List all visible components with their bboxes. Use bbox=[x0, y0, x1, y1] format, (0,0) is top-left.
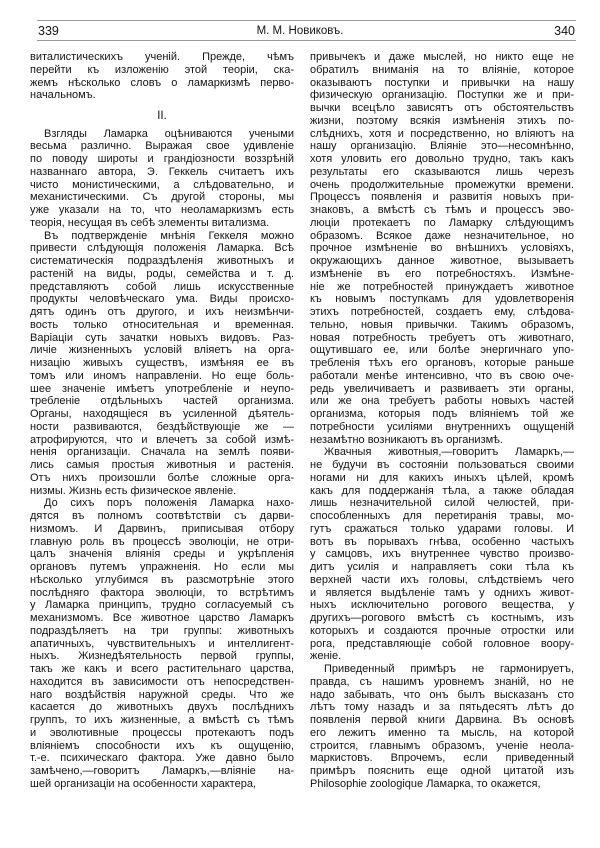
header-top-rule bbox=[37, 20, 576, 21]
text-line: растеній на виды, роды, семейства и т. д. bbox=[30, 267, 294, 280]
text-line: надо забывать, что онъ былъ высказанъ сто bbox=[310, 688, 574, 701]
text-line: очень продолжительные промежутки времени. bbox=[310, 178, 574, 191]
text-line: требленія тѣхъ его органовъ, которые раньше bbox=[310, 357, 574, 369]
text-line: представляютъ собой лишь искусственные bbox=[30, 280, 294, 293]
text-line: лишь незначительной силой челюстей, при- bbox=[310, 497, 574, 510]
text-line: наго воздѣйствія наружной среды. Что же bbox=[30, 688, 294, 701]
text-line: Отъ нихъ произошли болѣе сложные орга- bbox=[30, 471, 294, 484]
paragraph bbox=[30, 128, 294, 230]
text-line: Органы, находящіеся въ усиленной дѣятель- bbox=[30, 408, 294, 420]
text-line: дятъ одинъ отъ другого, и ихъ неизмѣнчи- bbox=[30, 306, 294, 318]
text-line: низацію живыхъ существъ, измѣняя ее въ bbox=[30, 357, 294, 369]
text-line: начальномъ. bbox=[30, 89, 96, 102]
text-line: Жвачныя животныя,—говоритъ Ламаркъ,— bbox=[324, 446, 574, 459]
text-line: продукты человѣческаго ума. Виды происхо- bbox=[30, 293, 294, 306]
text-line: слѣднихъ, хотя и посредственно, но вліяютъ на bbox=[310, 127, 574, 140]
text-line: ногами ни для какихъ иныхъ цѣлей, кромѣ bbox=[310, 471, 574, 484]
text-line: группъ, то ихъ жизненные, а вмѣстѣ съ тѣмъ bbox=[30, 714, 294, 726]
text-line: жемъ нѣсколько словъ о ламаркизмѣ перво- bbox=[30, 76, 294, 89]
text-line: тельно, новыя привычки. Такимъ образомъ, bbox=[310, 318, 574, 331]
text-line: редь увеличиваетъ и развиваетъ эти органы, bbox=[310, 382, 574, 395]
text-line: другихъ—рогового вмѣстѣ съ костнымъ, изъ bbox=[310, 612, 574, 624]
text-line: ощутившаго ее, или болѣе энергичнаго упо- bbox=[310, 344, 574, 357]
text-line: люціи протекаетъ по Ламарку слѣдующимъ bbox=[310, 216, 574, 229]
paragraph bbox=[310, 446, 574, 663]
paragraph bbox=[310, 51, 574, 446]
text-line: механистическими. Съ другой стороны, мы bbox=[30, 191, 294, 204]
header-bottom-rule bbox=[37, 40, 576, 41]
text-line: примѣръ пояснить еще одной цитатой изъ bbox=[310, 765, 574, 777]
text-line: перейти къ изложенію этой теоріи, ска- bbox=[30, 63, 294, 76]
text-line: физическую организацію. Поступки же и при- bbox=[310, 89, 574, 102]
text-line: личіе жизненныхъ условій вліяетъ на орга- bbox=[30, 344, 294, 357]
paragraph bbox=[30, 497, 294, 790]
paragraph bbox=[30, 51, 294, 102]
text-line: способленныхъ для перетиранія травы, мо- bbox=[310, 510, 574, 522]
text-line: цалъ значенія вліянія среды и укрѣпленія bbox=[30, 548, 294, 561]
section-heading: II. bbox=[157, 110, 167, 122]
text-line: знаковъ, а вмѣстѣ съ тѣмъ и процессъ эво- bbox=[310, 204, 574, 216]
text-line: новая потребность требуетъ отъ животнаго, bbox=[310, 331, 574, 344]
text-line: чисто монистическими, а слѣдовательно, и bbox=[30, 178, 294, 191]
text-line: т.-е. психическаго фактора. Уже давно было bbox=[30, 752, 294, 765]
text-line: оказываютъ поступки и привычки на нашу bbox=[310, 76, 574, 89]
text-line: замѣчено,—говоритъ Ламаркъ,—вліяніе на- bbox=[30, 765, 294, 777]
text-line: Приведенный примѣръ не гармонируетъ, bbox=[324, 663, 574, 675]
text-line: шее значеніе имѣетъ употребленіе и неупо- bbox=[30, 382, 294, 395]
left-column bbox=[30, 51, 294, 791]
text-line: образомъ. Всякое даже незначительное, но bbox=[310, 229, 574, 242]
text-line: гутъ сражаться только ударами головы. И bbox=[310, 522, 574, 535]
text-line: привычекъ и даже мыслей, но никто еще не bbox=[310, 51, 574, 63]
text-line: названнаго автора, Э. Геккель считаетъ ихъ bbox=[30, 165, 294, 178]
text-line: атрофируются, что и влечетъ за собой измѣ- bbox=[30, 433, 294, 446]
text-line: привести слѣдующія положенія Ламарка. Всѣ bbox=[30, 242, 294, 255]
text-line: ности развиваются, бездѣйствующіе же — bbox=[30, 420, 294, 433]
text-line: и эволютивные процессы протекаютъ подъ bbox=[30, 726, 294, 739]
text-line: низмы. Жизнь есть физическое явленіе. bbox=[30, 484, 237, 497]
text-line: находится въ зависимости отъ непосредствен- bbox=[30, 675, 294, 688]
text-line: систематическія подраздѣленія животныхъ и bbox=[30, 255, 294, 267]
text-line: уже указали на то, что неоламаркизмъ есть bbox=[30, 204, 294, 216]
text-line: его лежитъ именно та мысль, на которой bbox=[310, 726, 574, 739]
text-line: этихъ потребностей, создаетъ ему, слѣдова- bbox=[310, 306, 574, 318]
page-number-left: 339 bbox=[38, 24, 59, 38]
text-line: механизмомъ. Все животное царство Ламаркъ bbox=[30, 612, 294, 624]
text-line: требленіе отдѣльныхъ частей организма. bbox=[30, 395, 294, 408]
text-line: по поводу широты и грандіозности воззрѣній bbox=[30, 153, 294, 165]
text-line: ныхъ исключительно рогового вещества, у bbox=[310, 599, 574, 612]
text-line: или же она требуетъ работы новыхъ частей bbox=[310, 395, 574, 408]
paragraph bbox=[30, 230, 294, 498]
text-line: лись самыя простыя животныя и растенія. bbox=[30, 459, 294, 471]
text-line: работали менѣе интенсивно, что въ свою оче- bbox=[310, 369, 574, 382]
text-line: какъ для поддержанія тѣла, а также обладая bbox=[310, 484, 574, 497]
text-line: и является выдѣленіе тамъ у однихъ живот- bbox=[310, 586, 574, 599]
text-line: вычки всецѣло зависятъ отъ обстоятельствъ bbox=[310, 102, 574, 114]
text-line: нѣсколько углубимся въ разсмотрѣніе этого bbox=[30, 573, 294, 586]
text-line: окружающихъ данное животное, вызываетъ bbox=[310, 255, 574, 267]
text-line: появленія первой книги Дарвина. Въ основѣ bbox=[310, 714, 574, 726]
text-line: вость только относительная и временная. bbox=[30, 318, 294, 331]
text-line: строится, главнымъ образомъ, ученіе неола- bbox=[310, 739, 574, 752]
text-line: такъ же какъ и всего растительнаго царства, bbox=[30, 663, 294, 675]
text-line: дятся въ полномъ соотвѣтствіи съ дарви- bbox=[30, 510, 294, 522]
text-line: Процессъ появленія и развитія новыхъ при- bbox=[310, 191, 574, 204]
text-line: ненія организаціи. Сначала на землѣ появи- bbox=[30, 446, 294, 459]
text-line: ныхъ. Жизнедѣятельность первой группы, bbox=[30, 650, 294, 663]
text-line: лѣтъ тому назадъ и за пятьдесятъ лѣтъ до bbox=[310, 701, 574, 714]
text-line: верхней части ихъ головы, слѣдствіемъ чего bbox=[310, 573, 574, 586]
text-line: вотъ въ порывахъ гнѣва, особенно частыхъ bbox=[310, 535, 574, 548]
text-line: прочное измѣненіе во внѣшнихъ условіяхъ, bbox=[310, 242, 574, 255]
text-line: органовъ путемъ упражненія. Но если мы bbox=[30, 561, 294, 573]
text-line: жизни, поэтому всякія измѣненія этихъ по- bbox=[310, 114, 574, 127]
text-line: организма, которыя подъ вліяніемъ той же bbox=[310, 408, 574, 420]
text-line: До сихъ поръ положенія Ламарка нахо- bbox=[44, 497, 294, 510]
text-line: не будучи въ состояніи пользоваться своими bbox=[310, 459, 574, 471]
text-line: потребности усиліями внутреннихъ ощущеній bbox=[310, 420, 574, 433]
text-line: рога, представляющіе собой головное воору- bbox=[310, 637, 574, 650]
running-title: М. М. Новиковъ. bbox=[256, 25, 344, 37]
text-line: Взгляды Ламарка оцѣниваются учеными bbox=[44, 127, 294, 140]
page-number-right: 340 bbox=[554, 24, 575, 38]
text-line: Въ подтвержденіе мнѣнія Геккеля можно bbox=[44, 229, 294, 242]
text-line: у Ламарка принципъ, трудно согласуемый съ bbox=[30, 599, 294, 612]
text-line: измѣненіе въ его потребностяхъ. Измѣне- bbox=[310, 267, 574, 280]
text-line: виталистическихъ ученій. Прежде, чѣмъ bbox=[30, 51, 294, 63]
text-line: женіе. bbox=[310, 650, 342, 663]
text-line: касается до животныхъ двухъ послѣднихъ bbox=[30, 701, 294, 714]
right-column bbox=[310, 51, 574, 791]
text-line: апатичныхъ, чувствительныхъ и интеллигент- bbox=[30, 637, 294, 650]
text-line: правда, съ нашимъ уровнемъ знаній, но не bbox=[310, 675, 574, 688]
text-line: обратилъ вниманія на то вліяніе, которое bbox=[310, 63, 574, 76]
text-line: къ новымъ поступкамъ для удовлетворенія bbox=[310, 293, 574, 306]
text-line: низмомъ. И Дарвинъ, приписывая отбору bbox=[30, 522, 294, 535]
text-line: теорія, несущая въ себѣ элементы витализма. bbox=[30, 216, 270, 229]
text-line: Варіаціи суть зачатки новыхъ видовъ. Раз- bbox=[30, 331, 294, 344]
text-line: томъ или иномъ направленіи. Но еще боль- bbox=[30, 369, 294, 382]
text-line: шей организаціи на особенности характера, bbox=[30, 777, 256, 790]
text-line: незамѣтно возникаютъ въ организмѣ. bbox=[310, 433, 503, 446]
text-line: послѣдняго фактора эволюціи, то встрѣтимъ bbox=[30, 586, 294, 599]
text-line: весьма различно. Выражая свое удивленіе bbox=[30, 140, 294, 153]
text-line: маркистовъ. Впрочемъ, если приведенный bbox=[310, 752, 574, 765]
text-line: главную роль въ процессѣ эволюціи, не отри- bbox=[30, 535, 294, 548]
text-line: дитъ усилія и направляетъ соки тѣла къ bbox=[310, 561, 574, 573]
text-line: ніе же потребностей принуждаетъ животное bbox=[310, 280, 574, 293]
text-line: подраздѣляетъ на три группы: животныхъ bbox=[30, 624, 294, 637]
text-line: которыхъ и создаются прочные отростки или bbox=[310, 624, 574, 637]
text-line: у самцовъ, ихъ внутреннее чувство произво- bbox=[310, 548, 574, 561]
text-line: хотя уловить его довольно трудно, такъ какъ bbox=[310, 153, 574, 165]
text-line: нашу организацію. Вліяніе это—несомнѣнно, bbox=[310, 140, 574, 153]
text-line: Philosophie zoologique Ламарка, то окажется, bbox=[310, 777, 541, 790]
text-line: результаты его сказываются лишь черезъ bbox=[310, 165, 574, 178]
text-line: вліяніемъ способности ихъ къ ощущенію, bbox=[30, 739, 294, 752]
paragraph bbox=[310, 663, 574, 791]
